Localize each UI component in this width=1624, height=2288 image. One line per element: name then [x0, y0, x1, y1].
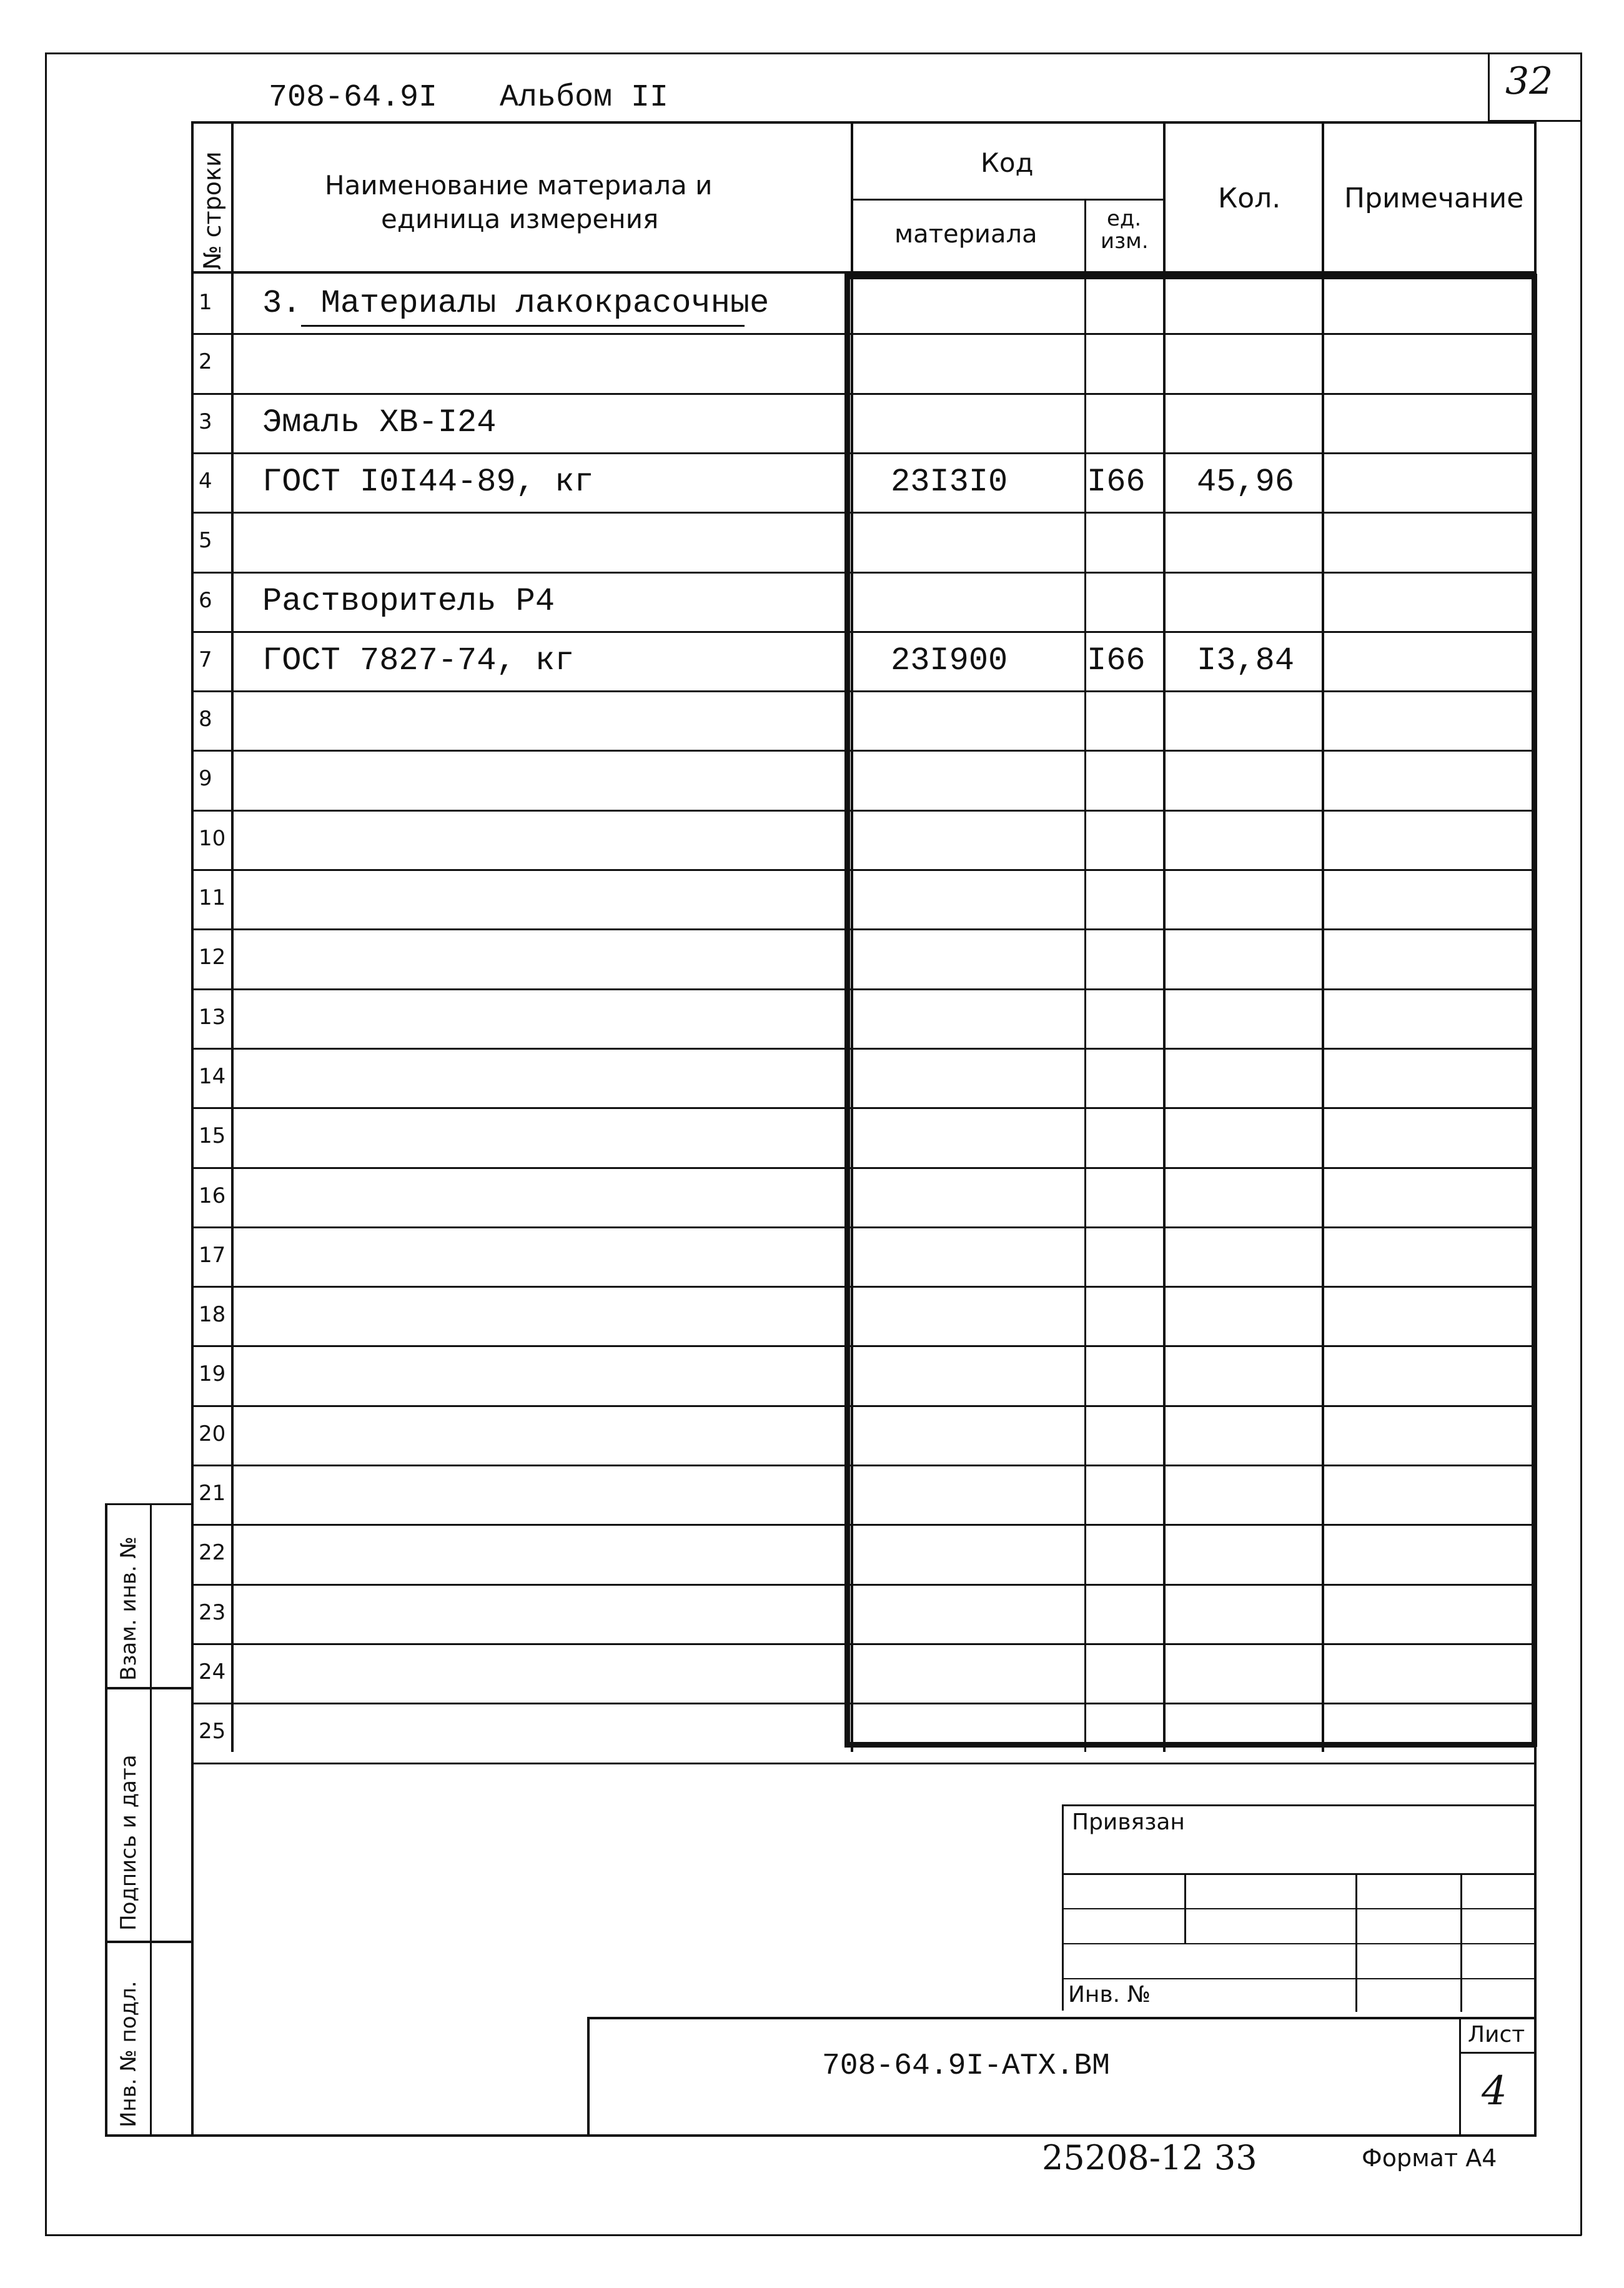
stamp-div-2 — [105, 1941, 192, 1943]
row-separator — [191, 810, 1537, 812]
row-separator — [191, 1643, 1537, 1645]
bind-top — [1062, 1804, 1537, 1806]
name-header-line1: Наименование материала и — [325, 170, 713, 201]
row-number: 10 — [199, 826, 226, 851]
code-sub-line — [851, 199, 1164, 201]
stamp-div-1 — [105, 1687, 192, 1689]
sheet-value: 4 — [1482, 2068, 1507, 2114]
row-separator — [191, 631, 1537, 633]
row-qty: 45,96 — [1197, 464, 1295, 500]
row-separator — [191, 869, 1537, 871]
page-number-corner: 32 — [1505, 59, 1553, 103]
stamp-podpis: Подпись и дата — [116, 1754, 141, 1931]
code-unit-header-1: ед. — [1107, 206, 1142, 231]
thick-top — [844, 274, 1537, 279]
doc-designation: 708-64.9I-АТХ.ВМ — [822, 2049, 1110, 2083]
row-number: 4 — [199, 469, 212, 494]
inner-frame-left — [191, 121, 194, 2136]
album-label: Альбом II — [500, 80, 669, 116]
row-separator — [191, 928, 1537, 930]
row-number: 7 — [199, 647, 212, 672]
row-name: 3. Материалы лакокрасочные — [262, 285, 770, 322]
outer-frame-top — [45, 52, 1582, 54]
row-unit: I66 — [1087, 642, 1146, 679]
row-number: 14 — [199, 1064, 226, 1089]
row-separator — [191, 1703, 1537, 1704]
bind-row4 — [1062, 1978, 1537, 1979]
stamp-top — [105, 1503, 192, 1505]
row-separator — [191, 1167, 1537, 1169]
row-separator — [191, 1584, 1537, 1586]
row-separator — [191, 572, 1537, 574]
row-number: 24 — [199, 1659, 226, 1684]
row-code: 23I3I0 — [891, 464, 1008, 500]
code-header: Код — [981, 147, 1034, 178]
row-number: 3 — [199, 409, 212, 434]
row-number: 21 — [199, 1481, 226, 1506]
title-top — [587, 2017, 1537, 2019]
row-number: 13 — [199, 1005, 226, 1030]
code-col-line — [1163, 121, 1166, 1752]
outer-frame-bottom — [45, 2234, 1582, 2236]
row-name: ГОСТ I0I44-89, кг — [262, 464, 594, 500]
row-number: 19 — [199, 1361, 226, 1386]
unit-col-line — [1084, 200, 1086, 1752]
row-name: Растворитель Р4 — [262, 583, 555, 620]
stamp-col-left — [105, 1503, 107, 2136]
qty-col-line — [1322, 121, 1324, 1752]
row-separator — [191, 452, 1537, 454]
row-separator — [191, 1286, 1537, 1288]
row-number: 11 — [199, 885, 226, 910]
thick-right — [1532, 274, 1537, 1747]
note-header: Примечание — [1344, 182, 1524, 214]
corner-box-left — [1488, 52, 1490, 121]
row-number: 20 — [199, 1421, 226, 1446]
row-qty: I3,84 — [1197, 642, 1295, 679]
row-number: 8 — [199, 707, 212, 732]
thick-bottom — [844, 1742, 1537, 1748]
stamp-inv-podl: Инв. № подл. — [116, 1981, 141, 2127]
row-name: ГОСТ 7827-74, кг — [262, 642, 575, 679]
row-number: 12 — [199, 945, 226, 970]
row-separator — [191, 1107, 1537, 1109]
row-separator — [191, 750, 1537, 752]
outer-frame-right — [1580, 52, 1582, 2236]
bind-row3 — [1062, 1943, 1537, 1944]
row-separator — [191, 1048, 1537, 1050]
bind-row2 — [1062, 1908, 1537, 1909]
row-number: 25 — [199, 1719, 226, 1744]
row-separator — [191, 393, 1537, 395]
doc-code-header: 708-64.9I — [269, 80, 438, 116]
row-number: 9 — [199, 766, 212, 791]
sheet-label: Лист — [1468, 2022, 1525, 2047]
code-material-header: материала — [894, 220, 1037, 249]
outer-frame-left — [45, 52, 47, 2236]
name-col-line — [851, 121, 853, 1752]
stamp-col-mid — [150, 1503, 152, 2136]
title-left — [587, 2017, 590, 2136]
bind-col3 — [1460, 1874, 1462, 2012]
row-number: 1 — [199, 290, 212, 315]
section-title-underline — [301, 325, 745, 327]
row-separator — [191, 1345, 1537, 1347]
frame-bottom-line — [105, 2134, 1537, 2137]
row-separator — [191, 1405, 1537, 1407]
thick-left — [844, 274, 850, 1747]
name-header-line2: единица измерения — [381, 204, 659, 234]
row-number: 15 — [199, 1123, 226, 1148]
stamp-vzam: Взам. инв. № — [116, 1536, 141, 1681]
row-number: 22 — [199, 1540, 226, 1565]
row-number: 18 — [199, 1302, 226, 1327]
qty-header: Кол. — [1218, 182, 1281, 214]
format-label: Формат А4 — [1362, 2144, 1497, 2172]
rownum-header: № строки — [199, 151, 226, 270]
bind-col2 — [1355, 1874, 1357, 2012]
row-separator — [191, 1763, 1537, 1764]
rownum-col-line — [231, 121, 234, 1752]
row-code: 23I900 — [891, 642, 1008, 679]
row-separator — [191, 1226, 1537, 1228]
bind-inv-no: Инв. № — [1068, 1982, 1151, 2007]
bind-col1 — [1184, 1874, 1186, 1943]
row-separator — [191, 512, 1537, 514]
row-separator — [191, 1524, 1537, 1526]
bind-privyazan: Привязан — [1072, 1809, 1185, 1835]
row-number: 16 — [199, 1183, 226, 1208]
title-sheet-row — [1459, 2052, 1537, 2054]
code-unit-header-2: изм. — [1101, 229, 1149, 254]
row-number: 23 — [199, 1600, 226, 1625]
row-number: 2 — [199, 349, 212, 374]
bind-left — [1062, 1804, 1064, 2011]
title-sheet-col — [1459, 2017, 1461, 2136]
row-separator — [191, 690, 1537, 692]
row-name: Эмаль ХВ-I24 — [262, 404, 497, 441]
row-separator — [191, 988, 1537, 990]
archive-number: 25208-12 33 — [1042, 2138, 1257, 2177]
row-separator — [191, 333, 1537, 335]
row-separator — [191, 1465, 1537, 1466]
row-unit: I66 — [1087, 464, 1146, 500]
table-top-line — [191, 121, 1537, 124]
row-number: 5 — [199, 528, 212, 553]
row-number: 17 — [199, 1243, 226, 1268]
bind-row1 — [1062, 1873, 1537, 1875]
row-number: 6 — [199, 588, 212, 613]
